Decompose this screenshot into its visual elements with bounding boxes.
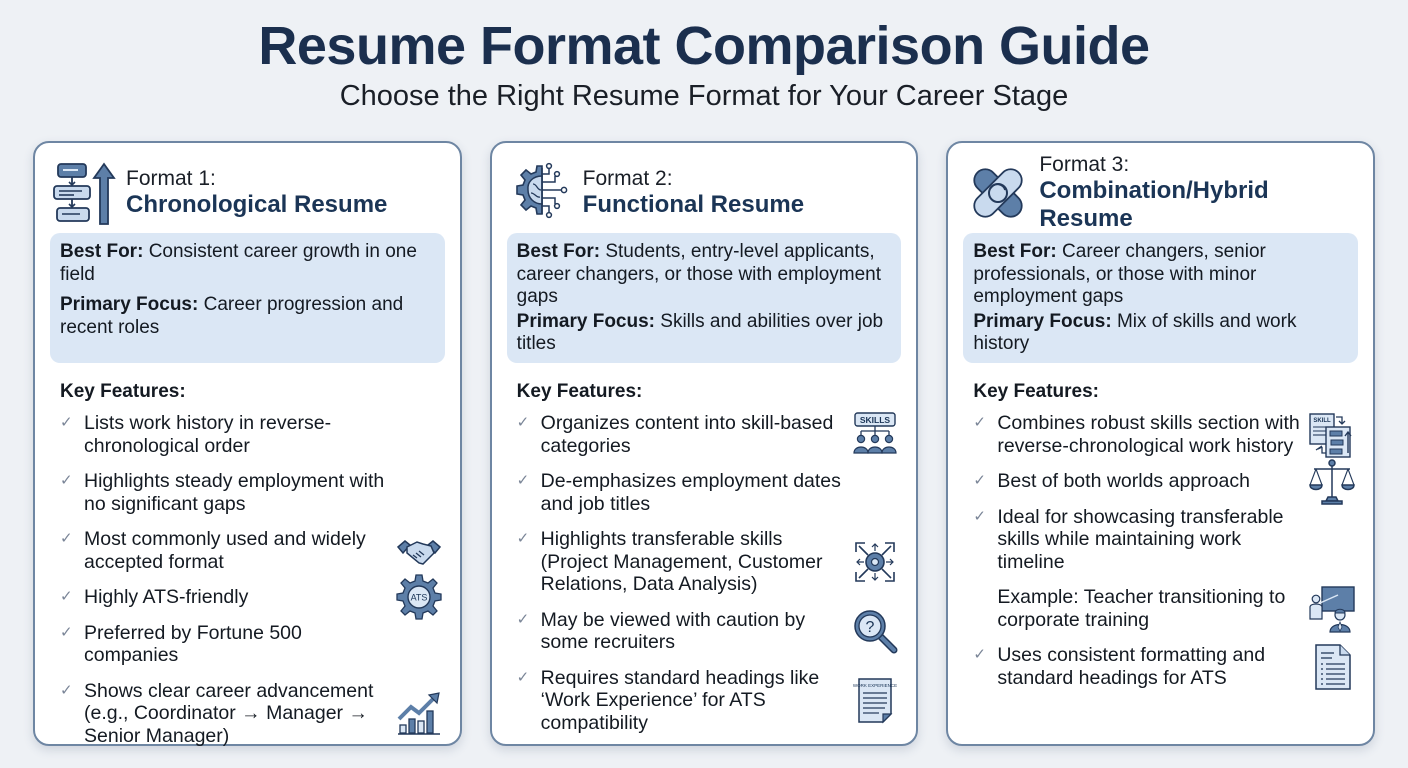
check-icon: ✓: [60, 681, 73, 699]
question-magnifier-icon: [851, 607, 899, 655]
primary-focus: [517, 311, 892, 356]
feature-item: [60, 622, 445, 667]
summary-box: [50, 233, 445, 363]
check-icon: ✓: [60, 588, 73, 605]
format-number: Format 2:: [582, 167, 673, 190]
check-icon: ✓: [516, 414, 530, 431]
best-for-value: Consistent career growth in one field: [60, 241, 417, 285]
feature-text: Ideal for showcasing transferable skills while maintaining work timeline: [997, 505, 1284, 573]
feature-item: [517, 609, 902, 654]
check-icon: ✓: [60, 414, 73, 431]
primary-focus: [60, 294, 435, 339]
feature-item-example: [973, 586, 1358, 631]
card-combination: [946, 141, 1375, 746]
page-header: [0, 0, 1408, 130]
balance-scale-icon: [1308, 457, 1356, 505]
feature-text: Combines robust skills section with reverse-chronological work history: [997, 412, 1300, 457]
feature-text: De-emphasizes employment dates and job titles: [540, 470, 841, 515]
ats-gear-icon: [395, 573, 443, 621]
feature-item: [60, 586, 445, 609]
feature-text: Highlights steady employment with no significant gaps: [84, 470, 385, 515]
feature-item: [517, 528, 902, 596]
page-title: Resume Format Comparison Guide: [258, 16, 1150, 76]
key-features-heading: Key Features:: [973, 381, 1100, 402]
primary-focus-value: Career progression and recent roles: [60, 294, 404, 338]
skills-team-icon: [851, 411, 899, 459]
document-lines-icon: [1308, 643, 1356, 691]
format-name: Combination/Hybrid Resume: [1039, 177, 1269, 232]
best-for-value: Career changers, senior professionals, or those with minor employment gaps: [973, 241, 1266, 307]
summary-box: [507, 233, 902, 363]
check-icon: ✓: [60, 530, 73, 547]
check-icon: ✓: [60, 472, 73, 489]
feature-text: Preferred by Fortune 500 companies: [84, 621, 302, 666]
svg-text:ATS: ATS: [410, 592, 428, 603]
feature-list: [973, 412, 1358, 689]
check-spacer: [973, 586, 997, 631]
page-subtitle: Choose the Right Resume Format for Your Career Stage: [339, 80, 1069, 112]
feature-item: [60, 412, 445, 457]
svg-text:SKILL: SKILL: [1313, 417, 1331, 424]
feature-item: [973, 506, 1358, 574]
feature-text: Example: Teacher transitioning to corporate training: [997, 586, 1286, 631]
card-chronological: [33, 141, 462, 746]
best-for: [60, 241, 435, 286]
feature-item: [60, 528, 445, 573]
check-icon: ✓: [60, 623, 73, 641]
skill-doc-swap-icon: [1308, 411, 1356, 459]
primary-focus-label: Primary Focus:: [516, 310, 655, 332]
card-functional: [490, 141, 919, 746]
feature-list: [517, 412, 902, 734]
feature-list: [60, 412, 445, 747]
feature-item: [973, 412, 1358, 457]
feature-text: Shows clear career advancement (e.g., Coordinator → Manager → Senior Manager): [84, 679, 374, 747]
feature-text: Uses consistent formatting and standard headings for ATS: [997, 644, 1266, 689]
chronological-flow-arrow-icon: [52, 160, 118, 226]
check-icon: ✓: [973, 507, 986, 525]
feature-item: [973, 470, 1358, 493]
teacher-presentation-icon: [1308, 585, 1356, 633]
feature-text: Highly ATS-friendly: [84, 586, 249, 608]
card-header: [507, 155, 902, 231]
feature-item: [517, 412, 902, 457]
feature-text: Requires standard headings like ‘Work Experience’ for ATS compatibility: [540, 666, 820, 734]
feature-item: [60, 680, 445, 748]
format-number: Format 3:: [1039, 153, 1130, 176]
brain-gear-icon: [509, 160, 575, 226]
work-experience-doc-icon: [851, 676, 899, 724]
check-icon: ✓: [973, 414, 986, 431]
feature-item: [973, 644, 1358, 689]
best-for-label: Best For:: [60, 241, 144, 262]
check-icon: ✓: [973, 646, 986, 663]
check-icon: ✓: [516, 668, 530, 686]
feature-text: May be viewed with caution by some recruiters: [540, 608, 806, 653]
format-cards: [33, 141, 1375, 746]
card-header: [50, 155, 445, 231]
primary-focus: [973, 311, 1348, 356]
summary-box: [963, 233, 1358, 363]
check-icon: ✓: [516, 472, 530, 489]
interlocked-links-icon: [965, 160, 1031, 226]
format-name: Chronological Resume: [126, 191, 388, 218]
best-for: [973, 241, 1348, 309]
key-features-heading: Key Features:: [60, 381, 186, 402]
check-icon: ✓: [973, 472, 986, 489]
feature-text: Most commonly used and widely accepted format: [84, 528, 366, 573]
primary-focus-value: Mix of skills and work history: [973, 310, 1297, 354]
svg-text:?: ?: [865, 619, 875, 636]
format-number: Format 1:: [126, 167, 216, 190]
growth-chart-icon: [395, 689, 443, 737]
feature-text: Highlights transferable skills (Project Management, Customer Relations, Data Analysis): [540, 528, 823, 595]
primary-focus-label: Primary Focus:: [973, 310, 1112, 332]
check-icon: ✓: [516, 530, 530, 547]
feature-item: [60, 470, 445, 515]
handshake-icon: [395, 527, 443, 575]
best-for-label: Best For:: [973, 241, 1057, 262]
feature-text: Organizes content into skill-based categories: [540, 412, 834, 457]
best-for-label: Best For:: [516, 241, 601, 262]
primary-focus-label: Primary Focus:: [60, 294, 199, 315]
best-for: [517, 241, 892, 309]
feature-item: [517, 667, 902, 735]
best-for-value: Students, entry-level applicants, career changers, or those with employment gaps: [516, 241, 882, 307]
key-features-heading: Key Features:: [516, 381, 643, 402]
check-icon: ✓: [516, 610, 530, 628]
svg-text:WORK EXPERIENCE: WORK EXPERIENCE: [853, 683, 898, 689]
format-name: Functional Resume: [582, 191, 805, 218]
feature-item: [517, 470, 902, 515]
primary-focus-value: Skills and abilities over job titles: [516, 310, 884, 354]
card-header: [963, 155, 1358, 231]
transfer-arrows-icon: [851, 538, 899, 586]
feature-text: Best of both worlds approach: [997, 470, 1250, 492]
feature-text: Lists work history in reverse-chronological order: [84, 412, 332, 457]
svg-text:SKILLS: SKILLS: [860, 414, 891, 425]
